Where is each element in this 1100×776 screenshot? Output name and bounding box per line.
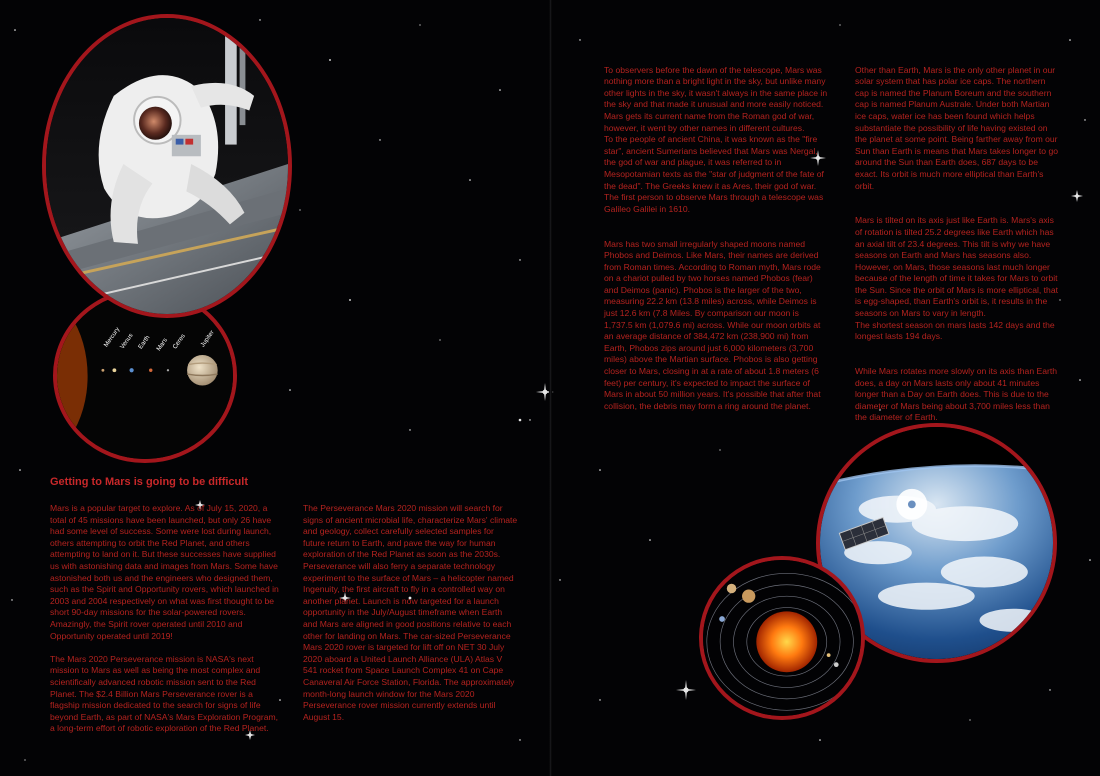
paragraph: Mars is tilted on its axis just like Earth is. Mars's axis of rotation is tilted 25.2 degrees like Earth which has an axial tilt of 23.4 degrees. This tilt is why we have seasons on Earth and Mars has seasons also. However, on Mars, those seasons last much longer because of the length of time it takes for Mars to orbit the Sun. Since the orbit of Mars is more elliptical, that is egg-shaped, than Earth's orbit is, it results in the seasons on Mars to vary in length. The shortest season on mars lasts 142 days and the longest lasts 194 days. — [855, 215, 1059, 342]
planet-label: Ceres — [171, 332, 187, 351]
paragraph: Mars has two small irregularly shaped moons named Phobos and Deimos. Like Mars, their names are derived from Roman times. According to Roman myth, Mars rode on a chariot pulled by two horses named Phobos (fear) and Deimos (panic). Phobos is the larger of the two, measuring 22.2 km (13.8 miles) across, while Deimos is just 12.6 km (7.8 Miles. By comparison our moon is 1,737.5 km (1,079.6 mi) across. While our moon orbits at an average distance of 384,472 km (238,900 mi) from Earth, Phobos zips around just 6,000 kilometers (3,700 miles) above the Martian surface. Phobos is also getting closer to Mars, closing in at a rate of about 1.8 meters (6 feet) per century, it's expected to impact the surface of Mars in about 50 million years. It's possible that after that collision, the debris may form a ring around the planet. — [604, 238, 821, 411]
planet-label: Mars — [155, 337, 169, 353]
planet-label: Venus — [118, 332, 135, 351]
astronaut-image — [42, 14, 292, 318]
right-column-1 — [604, 53, 828, 436]
page-gutter — [549, 0, 552, 776]
paragraph: To observers before the dawn of the telescope, Mars was nothing more than a bright light in the sky, but unlike many other lights in the sky, it wasn't always in the same place in the sky and that made it unusual and more easily noticed. Mars gets its current name from the Roman god of war, however, it went by other names in different cultures. To the people of ancient China, it was known as the "fire star", ancient Sumerians believed that Mars was Nergal, the god of war and plague, it was referred to in Mesopotamian texts as the "star of judgment of the fate of the dead". The Greeks knew it as Ares, their god of war. The first person to observe Mars through a telescope was Galileo Galilei in 1610. — [604, 64, 828, 214]
paragraph: The Mars 2020 Perseverance mission is NASA's next mission to Mars as well as being the most complex and scientifically advanced robotic mission sent to the Red Planet. The $2.4 Billion Mars Perseverance rover is a flagship mission dedicated to the search for signs of life beyond Earth, as part of NASA's Mars Exploration Program, a long-term effort of robotic exploration of the Red Planet. — [50, 653, 279, 734]
paragraph: The Perseverance Mars 2020 mission will search for signs of ancient microbial life, characterize Mars' climate and geology, collect carefully selected samples for future return to Earth, and pave the way for human exploration of the Red Planet as soon as the 2030s. Perseverance will also ferry a separate technology experiment to the surface of Mars – a helicopter named Ingenuity, the first aircraft to fly in a controlled way on another planet. Launch is now targeted for a launch opportunity in the July/August timeframe when Earth and Mars are aligned in good positions relative to each other for landing on Mars. The car-sized Perseverance Mars 2020 rover is targeted for lift off on NET 30 July 2020 aboard a United Launch Alliance (ULA) Atlas V 541 rocket from Space Launch Complex 41 on Cape Canaveral Air Force Station, Florida. The approximately month-long launch window for the Mars 2020 Perseverance rover mission currently extends until August 15. — [303, 503, 518, 722]
left-column-1 — [50, 503, 282, 746]
article-heading: Getting to Mars is going to be difficult — [50, 476, 248, 488]
right-column-2 — [855, 53, 1060, 447]
paragraph: Mars is a popular target to explore. As of July 15, 2020, a total of 45 missions have been launched, but only 26 have had some level of success. Some were lost during launch, others attempting to orbit the Red Planet, and others attempting to land on it. But these successes have supplied us with astonishing data and images from Mars. Some have astonished both us and the engineers who designed them, such as the Spirit and Opportunity rovers, which launched in 2003 and 2004 respectively on what was first thought to be short 90-day missions for the solar-powered rovers. Amazingly, the Spirit rover operated until 2010 and Opportunity operated until 2019! — [50, 503, 279, 641]
planet-label: Jupiter — [199, 329, 216, 349]
planet-label: Mercury — [102, 326, 122, 349]
sun-orbits-image — [699, 556, 865, 720]
planet-label: Earth — [137, 334, 152, 351]
paragraph: Other than Earth, Mars is the only other planet in our solar system that has polar ice caps. The northern cap is named the Planum Boreum and the southern cap is named Planum Australe. Under both Martian ice caps, water ice has been found which helps substantiate the possibility of life having existed on the planet at some point. Being farther away from our Sun than Earth is means that Mars takes longer to go around the Sun than Earth does, 687 days to be exact. Its orbit is much more elliptical than Earth's orbit. — [855, 64, 1059, 191]
paragraph: While Mars rotates more slowly on its axis than Earth does, a day on Mars lasts only about 41 minutes longer than a Day on Earth does. This is due to the diameter of Mars being about 3,700 miles less than the diameter of Earth. — [855, 366, 1058, 423]
left-column-2 — [303, 503, 518, 735]
